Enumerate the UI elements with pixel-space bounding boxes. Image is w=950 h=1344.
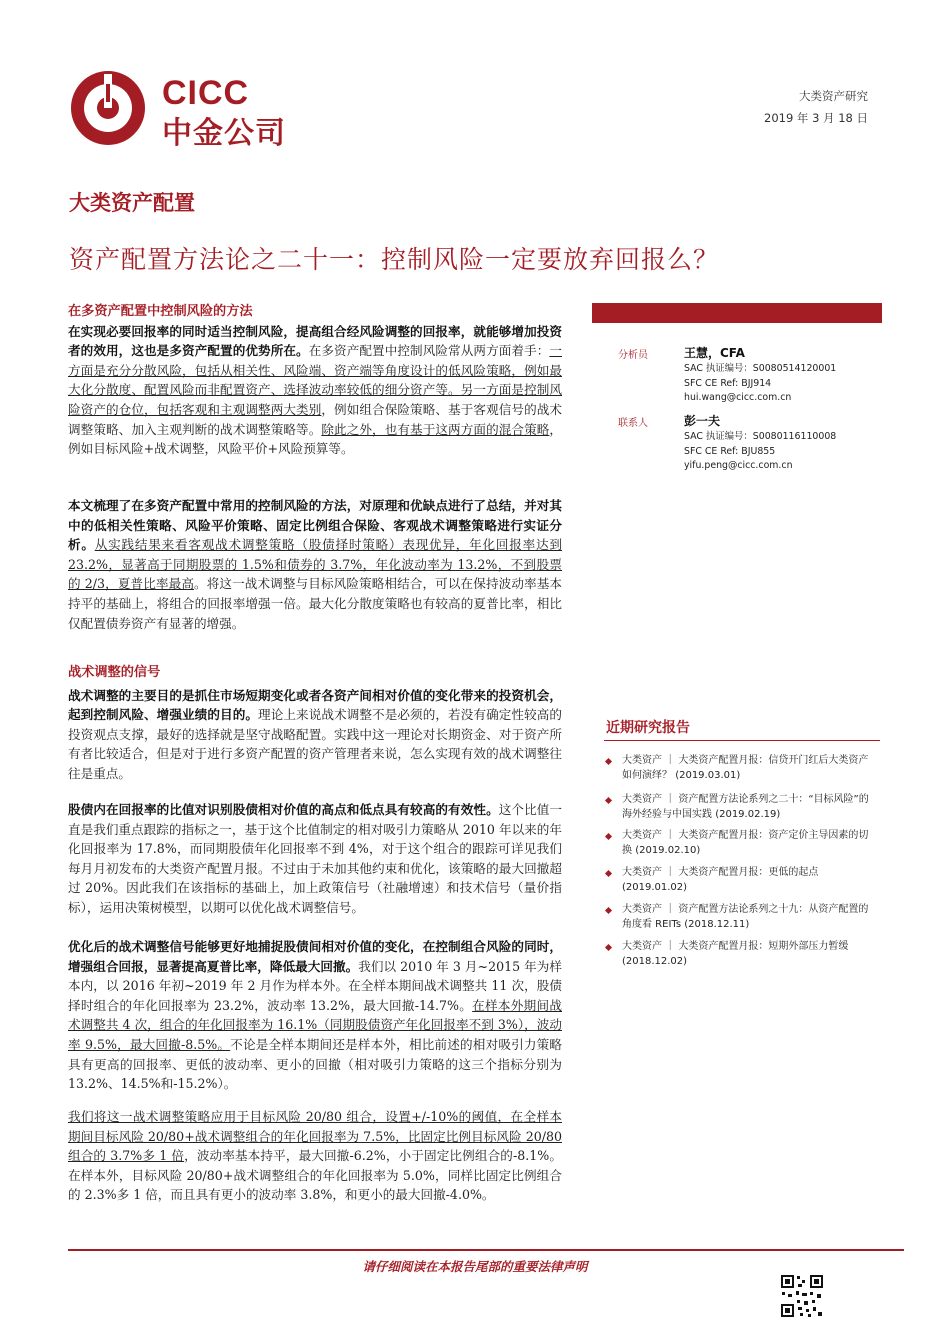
contact-info: SAC 执证编号：S0080116110008 SFC CE Ref: BJU855 yifu.peng@cicc.com.cn: [684, 430, 836, 474]
bullet-icon: [605, 833, 612, 840]
recent-report-item[interactable]: 大类资产 ｜ 大类资产配置月报：更低的起点 (2019.01.02): [622, 867, 819, 894]
contact-name: 彭一夫: [684, 414, 721, 428]
analyst-name: 王慧，CFA: [684, 346, 745, 360]
paragraph: 我们将这一战术调整策略应用于目标风险 20/80 组合，设置+/-10%的阈值，在全样本期间目标风险 20/80+战术调整组合的年化回报率为 7.5%，比固定比例目标风险 20/80 组合的 3.7%多 1 倍，波动率基本持平，最大回撤-6.2%，小于固定比例组合的-8.1%。在样本外，目标风险 20/80+战术调整组合的年化回报率为 5.0%，同样比固定比例组合的 2.3%多 1 倍，而且具有更小的波动率 3.8%，和更小的最大回撤-4.0%。: [68, 1109, 562, 1203]
footer-divider: [68, 1249, 904, 1251]
recent-report-item[interactable]: 大类资产 ｜ 资产配置方法论系列之十九：从资产配置的角度看 REITs (2018.12.11): [622, 904, 869, 931]
contact-email[interactable]: yifu.peng@cicc.com.cn: [684, 460, 793, 472]
cicc-logo-icon: [70, 70, 146, 146]
recent-report-item[interactable]: 大类资产 ｜ 大类资产配置月报：信贷开门红后大类资产如何演绎？ (2019.03.01): [622, 755, 869, 782]
recent-reports-title: 近期研究报告: [606, 720, 690, 736]
section-heading: 在多资产配置中控制风险的方法: [68, 304, 253, 319]
recent-report-item[interactable]: 大类资产 ｜ 大类资产配置月报：短期外部压力暂缓 (2018.12.02): [622, 941, 849, 968]
paragraph-ratio: [68, 800, 562, 918]
bullet-icon: [605, 907, 612, 914]
paragraph-optimized: [68, 937, 562, 1094]
recent-report-item[interactable]: 大类资产 ｜ 大类资产配置月报：资产定价主导因素的切换 (2019.02.10): [622, 830, 869, 857]
recent-report-item[interactable]: 大类资产 ｜ 资产配置方法论系列之二十：“目标风险”的海外经验与中国实践 (2019.02.19): [622, 794, 869, 821]
bullet-icon: [605, 870, 612, 877]
divider: [604, 740, 880, 741]
qr-code-icon: [780, 1274, 824, 1318]
section-label: 大类资产配置: [69, 190, 195, 215]
section-risk-control: [68, 302, 562, 459]
analyst-info: SAC 执证编号：S0080514120001 SFC CE Ref: BJJ914 hui.wang@cicc.com.cn: [684, 362, 836, 406]
analyst-email[interactable]: hui.wang@cicc.com.cn: [684, 392, 792, 404]
bullet-icon: [605, 797, 612, 804]
paragraph: 在实现必要回报率的同时适当控制风险，提高组合经风险调整的回报率，就能够增加投资者的效用，这也是多资产配置的优势所在。在多资产配置中控制风险常从两方面着手：一方面是充分分散风险，包括从相关性、风险端、资产端等角度设计的低风险策略，例如最大化分散度、配置风险而非配置资产、选择波动率较低的细分资产等。另一方面是控制风险资产的仓位，包括客观和主观调整两大类别，例如组合保险策略、基于客观信号的战术调整策略、加入主观判断的战术调整策略等。除此之外，也有基于这两方面的混合策略，例如目标风险+战术调整，风险平价+风险预算等。: [68, 323, 563, 457]
paragraph-target-risk: [68, 1107, 562, 1205]
bullet-icon: [605, 944, 612, 951]
section-heading: 战术调整的信号: [68, 665, 161, 680]
logo-text-en: CICC: [162, 74, 250, 112]
sidebar-header-bar: [592, 303, 882, 323]
logo-text-cn: 中金公司: [162, 116, 286, 151]
page-title: 资产配置方法论之二十一：控制风险一定要放弃回报么？: [69, 245, 720, 274]
paragraph: 本文梳理了在多资产配置中常用的控制风险的方法，对原理和优缺点进行了总结，并对其中的低相关性策略、风险平价策略、固定比例组合保险、客观战术调整策略进行实证分析。从实践结果来看客观战术调整策略（股债择时策略）表现优异，年化回报率达到 23.2%，显著高于同期股票的 1.5%和债券的 3.7%，年化波动率为 13.2%，不到股票的 2/3，夏普比率最高。将这一战术调整与目标风险策略相结合，可以在保持波动率基本持平的基础上，将组合的回报率增强一倍。最大化分散度策略也有较高的夏普比率，相比仅配置债券资产有显著的增强。: [68, 498, 563, 631]
paragraph-summary: [68, 496, 562, 633]
section-tactical-signals: [68, 663, 562, 784]
legal-disclaimer: 请仔细阅读在本报告尾部的重要法律声明: [362, 1259, 588, 1274]
report-category: 大类资产研究: [799, 89, 868, 103]
contact-role: 联系人: [618, 418, 648, 429]
paragraph: 股债内在回报率的比值对识别股债相对价值的高点和低点具有较高的有效性。这个比值一直是我们重点跟踪的指标之一，基于这个比值制定的相对吸引力策略从 2010 年以来的年化回报率为 17.8%，而同期股债年化回报率不到 4%，对于这个组合的跟踪可详见我们每月月初发布的大类资产配置月报。不过由于未加其他约束和优化，该策略的最大回撤超过 20%。因此我们在该指标的基础上，加上政策信号（社融增速）和技术信号（量价指标），运用决策树模型，以期可以优化战术调整信号。: [68, 802, 563, 915]
paragraph: 战术调整的主要目的是抓住市场短期变化或者各资产间相对价值的变化带来的投资机会，起到控制风险、增强业绩的目的。理论上来说战术调整不是必须的，若没有确定性较高的投资观点支撑，最好的选择就是坚守战略配置。实践中这一理论对长期资金、对于资产所有者比较适合，但是对于进行多资产配置的资产管理者来说，怎么实现有效的战术调整往往是重点。: [68, 687, 563, 781]
paragraph: 优化后的战术调整信号能够更好地捕捉股债间相对价值的变化，在控制组合风险的同时，增强组合回报，显著提高夏普比率，降低最大回撤。我们以 2010 年 3 月~2015 年为样本内，以 2016 年初~2019 年 2 月作为样本外。在全样本期间战术调整共 11 次，股债择时组合的年化回报率为 23.2%，波动率 13.2%，最大回撤-14.7%。在样本外期间战术调整共 4 次，组合的年化回报率为 16.1%（同期股债资产年化回报率不到 3%），波动率 9.5%，最大回撤-8.5%。不论是全样本期间还是样本外，相比前述的相对吸引力策略具有更高的回报率、更低的波动率、更小的回撤（相对吸引力策略的这三个指标分别为 13.2%、14.5%和-15.2%）。: [68, 939, 563, 1092]
analyst-role: 分析员: [618, 350, 648, 361]
report-date: 2019 年 3 月 18 日: [764, 111, 868, 125]
bullet-icon: [605, 758, 612, 765]
